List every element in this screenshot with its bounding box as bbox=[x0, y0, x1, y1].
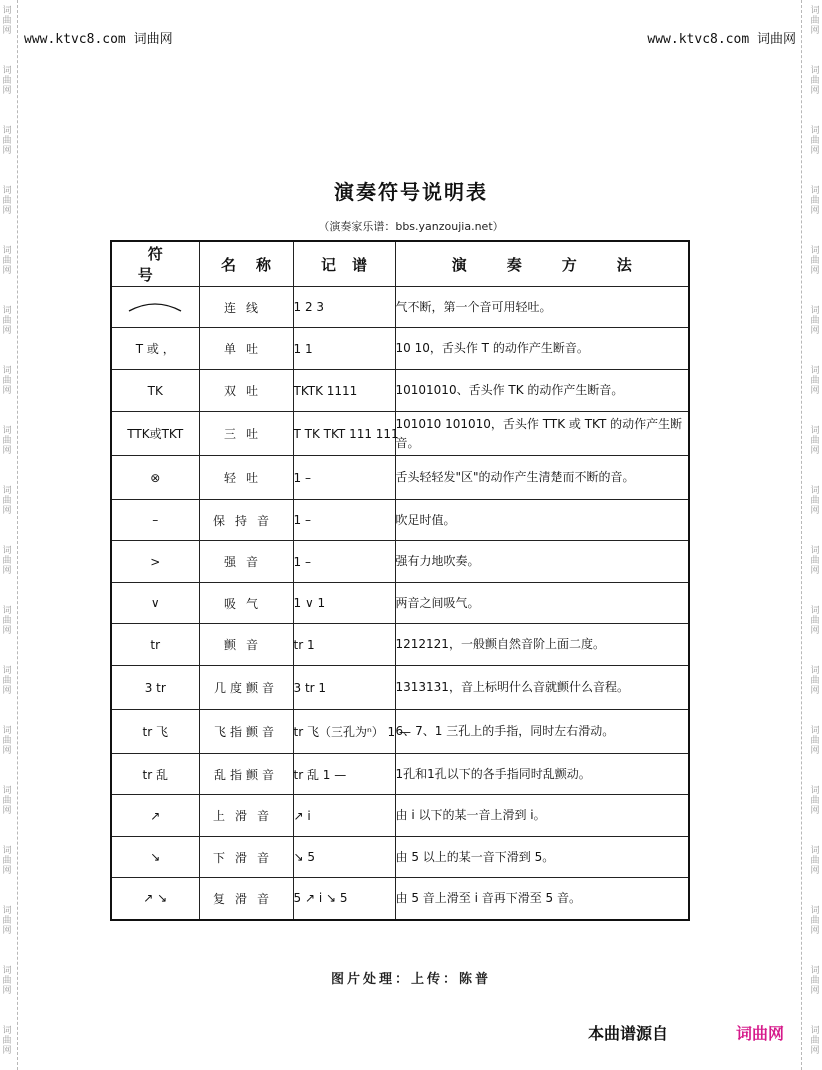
watermark-char: 词 bbox=[2, 306, 12, 316]
table-row bbox=[111, 710, 689, 754]
notation-cell bbox=[293, 837, 395, 878]
watermark-char: 曲 bbox=[2, 796, 12, 806]
table-row bbox=[111, 583, 689, 624]
table-row bbox=[111, 795, 689, 837]
watermark-stack bbox=[0, 306, 14, 336]
watermark-char: 曲 bbox=[810, 196, 820, 206]
notation-cell bbox=[293, 624, 395, 666]
method-text: 舌头轻轻发"区"的动作产生清楚而不断的音。 bbox=[395, 470, 635, 484]
notation-cell bbox=[293, 541, 395, 583]
notation-cell bbox=[293, 328, 395, 370]
watermark-stack bbox=[0, 66, 14, 96]
watermark-char: 词 bbox=[2, 246, 12, 256]
symbol-text: tr bbox=[150, 637, 161, 652]
method-text: 6、7、1 三孔上的手指，同时左右滑动。 bbox=[395, 724, 615, 738]
watermark-char: 曲 bbox=[2, 736, 12, 746]
symbol-cell bbox=[111, 837, 199, 878]
image-credit: 图片处理：上传：陈普 bbox=[330, 972, 491, 987]
watermark-char: 词 bbox=[810, 6, 820, 16]
watermark-char: 词 bbox=[810, 1026, 820, 1036]
page-title: 演奏符号说明表 bbox=[334, 180, 488, 204]
source-label: 本曲谱源自 bbox=[588, 1024, 669, 1043]
watermark-char: 网 bbox=[2, 746, 12, 756]
name-text: 几度颤音 bbox=[213, 681, 278, 695]
method-cell bbox=[395, 287, 689, 328]
watermark-char: 词 bbox=[810, 366, 820, 376]
name-text: 强音 bbox=[223, 555, 268, 569]
watermark-char: 词 bbox=[2, 1026, 12, 1036]
watermark-strip-right bbox=[808, 0, 822, 1070]
watermark-char: 曲 bbox=[810, 316, 820, 326]
method-text: 吹足时值。 bbox=[395, 512, 456, 527]
name-cell bbox=[199, 710, 293, 754]
symbol-cell bbox=[111, 624, 199, 666]
watermark-stack bbox=[0, 906, 14, 936]
name-text: 飞指颤音 bbox=[213, 725, 278, 739]
watermark-char: 词 bbox=[2, 726, 12, 736]
watermark-char: 词 bbox=[810, 906, 820, 916]
watermark-char: 词 bbox=[810, 786, 820, 796]
watermark-stack bbox=[808, 906, 822, 936]
watermark-char: 词 bbox=[2, 966, 12, 976]
symbol-cell bbox=[111, 583, 199, 624]
notation-text: tr 飞（三孔为ⁿ） 1 — bbox=[293, 725, 411, 739]
watermark-char: 词 bbox=[2, 666, 12, 676]
watermark-char: 曲 bbox=[2, 496, 12, 506]
watermark-stack bbox=[0, 1026, 14, 1056]
watermark-stack bbox=[808, 666, 822, 696]
watermark-stack bbox=[0, 126, 14, 156]
symbol-cell bbox=[111, 666, 199, 710]
watermark-char: 词 bbox=[810, 186, 820, 196]
name-text: 轻吐 bbox=[223, 471, 268, 485]
name-cell bbox=[199, 795, 293, 837]
page-subtitle: （演奏家乐谱：bbs.yanzoujia.net） bbox=[318, 220, 504, 233]
table-row bbox=[111, 666, 689, 710]
watermark-stack bbox=[808, 486, 822, 516]
watermark-char: 曲 bbox=[810, 856, 820, 866]
symbol-text: ↗ ↘ bbox=[143, 891, 168, 906]
watermark-stack bbox=[0, 846, 14, 876]
watermark-char: 曲 bbox=[810, 256, 820, 266]
watermark-char: 网 bbox=[810, 206, 820, 216]
name-text: 双吐 bbox=[223, 384, 268, 398]
notation-cell bbox=[293, 370, 395, 412]
watermark-char: 网 bbox=[2, 326, 12, 336]
notation-text: TKTK 1111 bbox=[293, 383, 358, 398]
symbol-text: – bbox=[152, 513, 159, 527]
watermark-char: 网 bbox=[810, 806, 820, 816]
method-text: 1孔和1孔以下的各手指同时乱颤动。 bbox=[395, 766, 591, 781]
header-name: 名称 bbox=[199, 241, 293, 287]
watermark-char: 曲 bbox=[810, 676, 820, 686]
method-text: 10 10，舌头作 T 的动作产生断音。 bbox=[395, 341, 589, 355]
name-text: 吸气 bbox=[223, 596, 268, 611]
header-right bbox=[647, 28, 796, 47]
watermark-char: 词 bbox=[2, 66, 12, 76]
watermark-char: 网 bbox=[810, 566, 820, 576]
watermark-char: 词 bbox=[810, 966, 820, 976]
watermark-stack bbox=[808, 1026, 822, 1056]
method-text: 由 i 以下的某一音上滑到 i。 bbox=[395, 808, 546, 822]
name-cell bbox=[199, 541, 293, 583]
notation-text: 1 2 3 bbox=[293, 300, 325, 314]
watermark-char: 网 bbox=[810, 866, 820, 876]
symbol-cell bbox=[111, 412, 199, 456]
watermark-char: 曲 bbox=[810, 436, 820, 446]
notation-text: T TK TKT 111 111 bbox=[293, 426, 399, 441]
symbol-text: TTK或TKT bbox=[127, 427, 184, 441]
watermark-char: 词 bbox=[810, 426, 820, 436]
watermark-char: 曲 bbox=[2, 436, 12, 446]
method-cell bbox=[395, 754, 689, 795]
table-row bbox=[111, 412, 689, 456]
watermark-char: 曲 bbox=[810, 376, 820, 386]
watermark-char: 网 bbox=[2, 206, 12, 216]
header-left bbox=[24, 28, 173, 47]
header-left-site[interactable]: 词曲网 bbox=[133, 32, 173, 47]
watermark-char: 曲 bbox=[2, 16, 12, 26]
header-symbol: 符号 bbox=[111, 241, 199, 287]
header-notation: 记谱 bbox=[293, 241, 395, 287]
name-text: 三吐 bbox=[223, 427, 268, 441]
watermark-char: 曲 bbox=[2, 316, 12, 326]
notation-cell bbox=[293, 795, 395, 837]
watermark-char: 曲 bbox=[2, 976, 12, 986]
table-row bbox=[111, 500, 689, 541]
watermark-char: 网 bbox=[810, 326, 820, 336]
symbol-cell bbox=[111, 456, 199, 500]
watermark-stack bbox=[808, 306, 822, 336]
watermark-stack bbox=[0, 606, 14, 636]
watermark-stack bbox=[808, 606, 822, 636]
header-method: 演奏方法 bbox=[395, 241, 689, 287]
watermark-stack bbox=[808, 126, 822, 156]
symbol-text: ⊗ bbox=[150, 470, 161, 485]
name-cell bbox=[199, 328, 293, 370]
watermark-char: 词 bbox=[810, 726, 820, 736]
watermark-char: 词 bbox=[810, 846, 820, 856]
watermark-char: 曲 bbox=[810, 76, 820, 86]
method-cell bbox=[395, 878, 689, 920]
table-row bbox=[111, 328, 689, 370]
name-cell bbox=[199, 624, 293, 666]
name-text: 复滑音 bbox=[212, 891, 279, 906]
notation-cell bbox=[293, 412, 399, 456]
watermark-char: 网 bbox=[810, 26, 820, 36]
watermark-char: 词 bbox=[2, 126, 12, 136]
symbol-cell bbox=[111, 754, 199, 795]
method-text: 1212121，一般颤自然音阶上面二度。 bbox=[395, 637, 605, 651]
name-cell bbox=[199, 754, 293, 795]
method-cell bbox=[395, 412, 689, 456]
notation-text: 5 ↗ i ↘ 5 bbox=[293, 891, 348, 906]
notation-text: ↗ i bbox=[293, 808, 311, 823]
watermark-char: 曲 bbox=[2, 1036, 12, 1046]
symbol-cell bbox=[111, 541, 199, 583]
name-cell bbox=[199, 583, 293, 624]
notation-cell bbox=[293, 878, 395, 920]
watermark-char: 词 bbox=[2, 426, 12, 436]
name-cell bbox=[199, 370, 293, 412]
watermark-char: 网 bbox=[2, 806, 12, 816]
watermark-char: 网 bbox=[810, 686, 820, 696]
method-text: 由 5 以上的某一音下滑到 5。 bbox=[395, 849, 555, 864]
watermark-char: 词 bbox=[810, 666, 820, 676]
method-text: 1313131，音上标明什么音就颤什么音程。 bbox=[395, 680, 629, 694]
symbol-text: > bbox=[150, 554, 161, 569]
watermark-stack bbox=[808, 846, 822, 876]
watermark-char: 网 bbox=[2, 386, 12, 396]
watermark-char: 网 bbox=[2, 866, 12, 876]
method-cell bbox=[395, 370, 689, 412]
watermark-char: 曲 bbox=[2, 196, 12, 206]
watermark-char: 词 bbox=[2, 366, 12, 376]
watermark-char: 词 bbox=[2, 846, 12, 856]
method-cell bbox=[395, 710, 689, 754]
watermark-char: 词 bbox=[810, 66, 820, 76]
symbol-cell bbox=[111, 287, 199, 328]
watermark-stack bbox=[808, 6, 822, 36]
symbol-cell bbox=[111, 500, 199, 541]
notation-cell bbox=[293, 583, 395, 624]
watermark-char: 曲 bbox=[810, 796, 820, 806]
watermark-stack bbox=[808, 426, 822, 456]
method-text: 由 5 音上滑至 i 音再下滑至 5 音。 bbox=[395, 890, 581, 905]
symbol-text: tr 飞 bbox=[142, 725, 168, 739]
watermark-char: 词 bbox=[810, 306, 820, 316]
symbol-text: ↘ bbox=[150, 850, 161, 864]
notation-text: tr 乱 1 — bbox=[293, 767, 347, 782]
symbol-cell bbox=[111, 328, 199, 370]
watermark-char: 网 bbox=[810, 446, 820, 456]
header-right-site[interactable]: 词曲网 bbox=[756, 32, 796, 47]
watermark-char: 曲 bbox=[2, 376, 12, 386]
watermark-char: 词 bbox=[2, 486, 12, 496]
table-row bbox=[111, 837, 689, 878]
watermark-char: 曲 bbox=[2, 856, 12, 866]
notation-cell bbox=[293, 456, 395, 500]
method-cell bbox=[395, 541, 689, 583]
table-row bbox=[111, 287, 689, 328]
notation-text: 1 ∨ 1 bbox=[293, 596, 326, 610]
method-cell bbox=[395, 795, 689, 837]
watermark-char: 网 bbox=[2, 926, 12, 936]
symbol-text: tr 乱 bbox=[142, 767, 168, 782]
source-brand[interactable]: 词曲网 bbox=[736, 1024, 785, 1043]
watermark-stack bbox=[0, 426, 14, 456]
watermark-char: 网 bbox=[810, 266, 820, 276]
notation-text: 1 1 bbox=[293, 341, 313, 356]
symbol-cell bbox=[111, 795, 199, 837]
name-cell bbox=[199, 412, 293, 456]
notation-text: 1 – bbox=[293, 470, 311, 485]
watermark-char: 网 bbox=[2, 146, 12, 156]
watermark-char: 曲 bbox=[2, 916, 12, 926]
method-text: 强有力地吹奏。 bbox=[395, 554, 480, 568]
method-text: 10101010、舌头作 TK 的动作产生断音。 bbox=[395, 383, 624, 397]
method-text: 101010 101010，舌头作 TTK 或 TKT 的动作产生断音。 bbox=[395, 416, 683, 450]
watermark-char: 网 bbox=[810, 926, 820, 936]
watermark-char: 网 bbox=[810, 386, 820, 396]
method-cell bbox=[395, 666, 689, 710]
watermark-char: 曲 bbox=[2, 616, 12, 626]
symbol-text: TK bbox=[147, 383, 163, 398]
name-text: 颤音 bbox=[223, 638, 268, 652]
watermark-char: 曲 bbox=[2, 556, 12, 566]
watermark-char: 曲 bbox=[2, 136, 12, 146]
watermark-char: 网 bbox=[810, 1046, 820, 1056]
watermark-char: 网 bbox=[810, 86, 820, 96]
watermark-char: 网 bbox=[810, 986, 820, 996]
watermark-stack bbox=[0, 486, 14, 516]
table-header-row bbox=[111, 241, 689, 287]
watermark-char: 曲 bbox=[2, 676, 12, 686]
watermark-char: 曲 bbox=[810, 496, 820, 506]
watermark-char: 曲 bbox=[810, 1036, 820, 1046]
watermark-stack bbox=[0, 666, 14, 696]
watermark-char: 词 bbox=[810, 546, 820, 556]
cut-line-right bbox=[801, 0, 802, 1070]
notation-text: 1 – bbox=[293, 513, 311, 527]
table-row bbox=[111, 754, 689, 795]
name-cell bbox=[199, 837, 293, 878]
watermark-char: 网 bbox=[810, 146, 820, 156]
notation-text: 1 – bbox=[293, 554, 311, 569]
watermark-stack bbox=[0, 246, 14, 276]
watermark-char: 词 bbox=[2, 186, 12, 196]
watermark-char: 网 bbox=[2, 446, 12, 456]
name-cell bbox=[199, 666, 293, 710]
watermark-char: 网 bbox=[2, 626, 12, 636]
symbol-text: T 或 ， bbox=[135, 342, 175, 356]
name-cell bbox=[199, 878, 293, 920]
symbol-text: 3 tr bbox=[144, 680, 166, 695]
watermark-stack bbox=[0, 726, 14, 756]
watermark-stack bbox=[808, 726, 822, 756]
watermark-char: 曲 bbox=[810, 916, 820, 926]
notation-text: ↘ 5 bbox=[293, 850, 316, 864]
watermark-stack bbox=[808, 366, 822, 396]
watermark-stack bbox=[808, 246, 822, 276]
method-text: 气不断，第一个音可用轻吐。 bbox=[395, 299, 552, 314]
cut-line-left bbox=[17, 0, 18, 1070]
watermark-char: 词 bbox=[810, 606, 820, 616]
watermark-char: 曲 bbox=[810, 136, 820, 146]
watermark-char: 网 bbox=[2, 566, 12, 576]
header-left-url[interactable]: www.ktvc8.com bbox=[24, 32, 126, 47]
symbol-text: ↗ bbox=[150, 808, 161, 823]
watermark-char: 词 bbox=[2, 6, 12, 16]
symbol-table bbox=[110, 240, 690, 921]
method-cell bbox=[395, 328, 689, 370]
name-cell bbox=[199, 287, 293, 328]
watermark-char: 网 bbox=[2, 686, 12, 696]
name-cell bbox=[199, 500, 293, 541]
notation-cell bbox=[293, 500, 395, 541]
table-row bbox=[111, 541, 689, 583]
watermark-char: 网 bbox=[2, 1046, 12, 1056]
watermark-char: 曲 bbox=[810, 16, 820, 26]
method-cell bbox=[395, 624, 689, 666]
notation-text: tr 1 bbox=[293, 637, 315, 652]
method-cell bbox=[395, 500, 689, 541]
watermark-char: 词 bbox=[2, 906, 12, 916]
name-text: 保持音 bbox=[212, 513, 279, 528]
watermark-stack bbox=[808, 66, 822, 96]
method-cell bbox=[395, 456, 689, 500]
watermark-char: 网 bbox=[810, 746, 820, 756]
watermark-stack bbox=[808, 786, 822, 816]
watermark-char: 词 bbox=[2, 546, 12, 556]
method-cell bbox=[395, 583, 689, 624]
watermark-char: 网 bbox=[2, 86, 12, 96]
watermark-stack bbox=[0, 366, 14, 396]
table-row bbox=[111, 370, 689, 412]
slur-arc-icon bbox=[127, 299, 183, 313]
watermark-char: 曲 bbox=[810, 736, 820, 746]
watermark-char: 词 bbox=[810, 126, 820, 136]
table-row bbox=[111, 456, 689, 500]
watermark-char: 曲 bbox=[810, 556, 820, 566]
watermark-stack bbox=[0, 6, 14, 36]
symbol-cell bbox=[111, 370, 199, 412]
watermark-char: 网 bbox=[2, 986, 12, 996]
notation-cell bbox=[293, 287, 395, 328]
method-cell bbox=[395, 837, 689, 878]
method-text: 两音之间吸气。 bbox=[395, 595, 480, 610]
watermark-char: 网 bbox=[810, 506, 820, 516]
notation-cell bbox=[293, 754, 395, 795]
watermark-stack bbox=[808, 546, 822, 576]
header-right-url[interactable]: www.ktvc8.com bbox=[647, 32, 750, 47]
name-text: 乱指颤音 bbox=[213, 767, 278, 782]
name-text: 连线 bbox=[223, 300, 268, 315]
watermark-char: 网 bbox=[2, 26, 12, 36]
watermark-stack bbox=[0, 546, 14, 576]
table-row bbox=[111, 878, 689, 920]
name-text: 单吐 bbox=[223, 342, 268, 356]
name-text: 下滑音 bbox=[212, 850, 279, 865]
name-text: 上滑音 bbox=[212, 809, 279, 823]
watermark-char: 词 bbox=[2, 606, 12, 616]
watermark-char: 曲 bbox=[810, 616, 820, 626]
watermark-char: 网 bbox=[2, 266, 12, 276]
notation-cell bbox=[293, 666, 395, 710]
watermark-char: 曲 bbox=[2, 256, 12, 266]
notation-cell bbox=[293, 710, 411, 754]
watermark-char: 词 bbox=[810, 486, 820, 496]
watermark-stack bbox=[0, 786, 14, 816]
watermark-char: 网 bbox=[810, 626, 820, 636]
name-cell bbox=[199, 456, 293, 500]
watermark-strip-left bbox=[0, 0, 14, 1070]
watermark-char: 网 bbox=[2, 506, 12, 516]
notation-text: 3 tr 1 bbox=[293, 680, 327, 695]
watermark-char: 词 bbox=[2, 786, 12, 796]
table-row bbox=[111, 624, 689, 666]
watermark-char: 曲 bbox=[810, 976, 820, 986]
symbol-cell bbox=[111, 710, 199, 754]
watermark-char: 曲 bbox=[2, 76, 12, 86]
watermark-char: 词 bbox=[810, 246, 820, 256]
symbol-cell bbox=[111, 878, 199, 920]
symbol-text: ∨ bbox=[150, 596, 160, 610]
